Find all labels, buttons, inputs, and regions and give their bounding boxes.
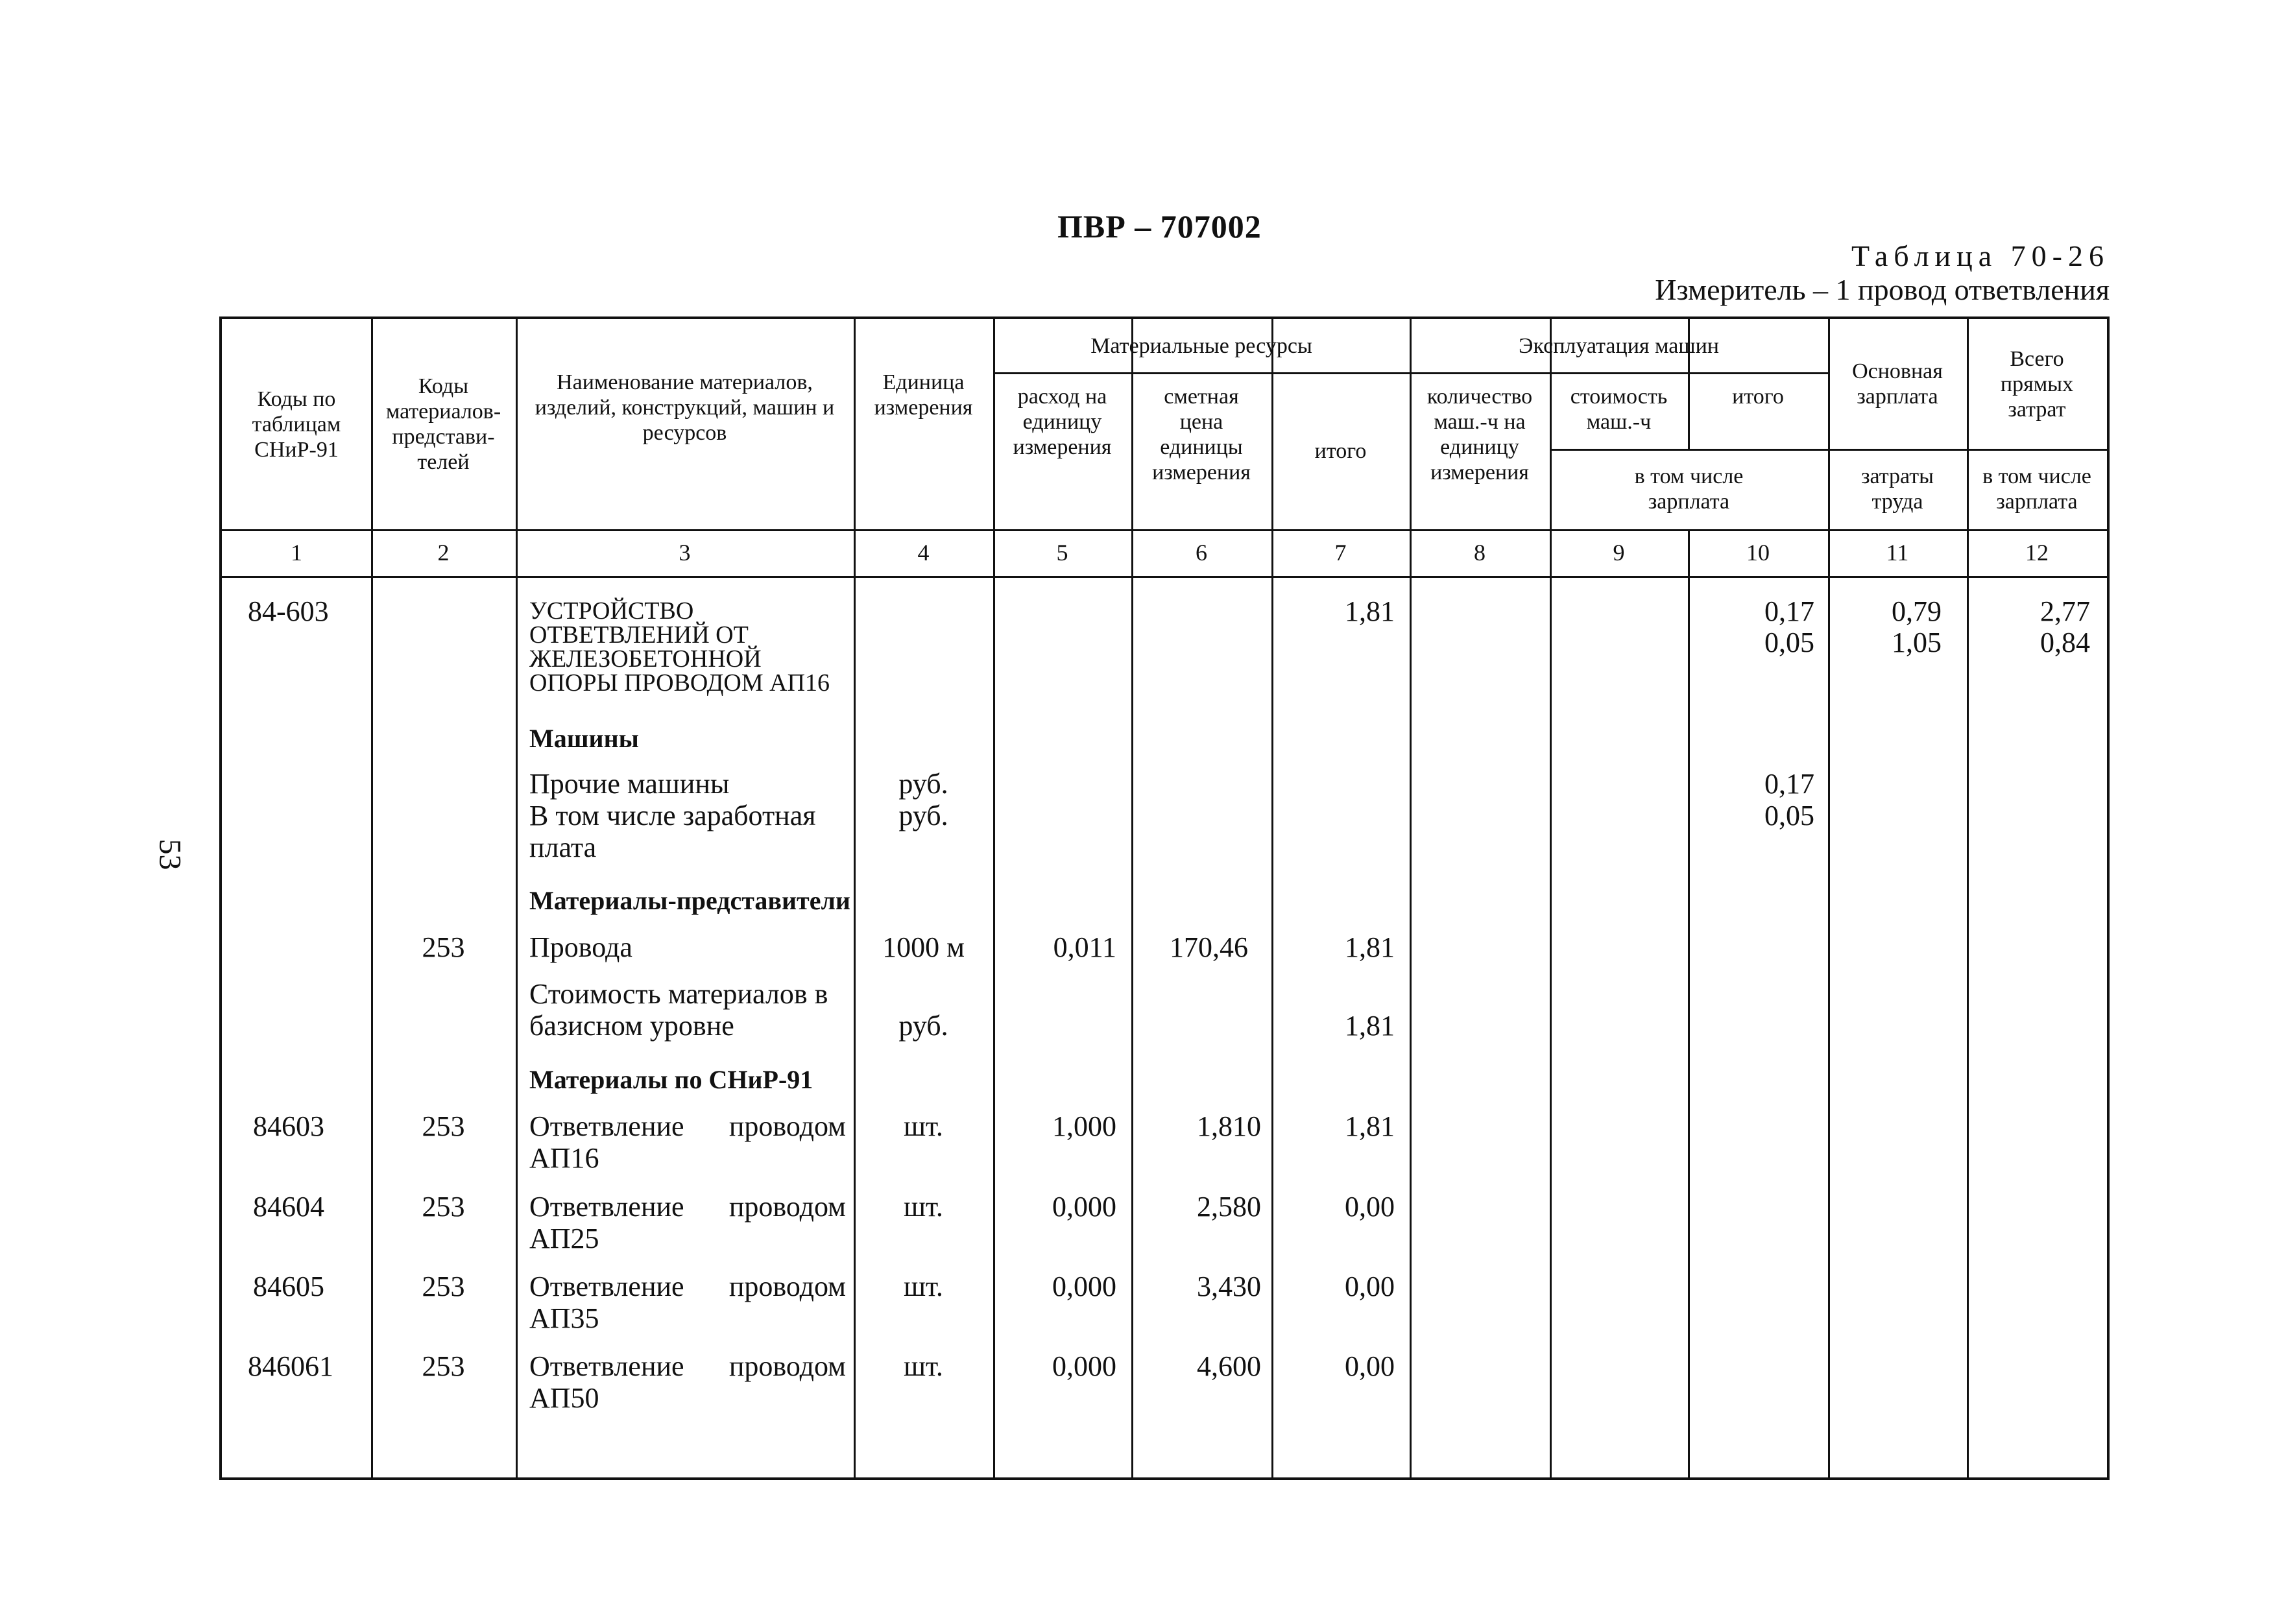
row-total: 0,00: [1345, 1350, 1395, 1382]
main-direct-wage: 0,84: [2040, 627, 2090, 658]
column-number: 5: [1056, 539, 1068, 566]
column-number: 7: [1334, 539, 1347, 566]
header-direct-wage: в том числе зарплата: [1982, 464, 2091, 514]
row-unit: шт.: [904, 1350, 943, 1382]
row-rate: 0,000: [1052, 1271, 1116, 1302]
main-machine-total: 0,17: [1764, 595, 1814, 627]
row-total: 0,00: [1345, 1191, 1395, 1223]
row-unit: шт.: [904, 1191, 943, 1223]
page-number: 53: [152, 839, 187, 870]
row-name: [529, 1271, 846, 1303]
header-name: Наименование материалов, изделий, конструкций, машин и ресурсов: [535, 370, 835, 445]
main-name-line-1: УСТРОЙСТВО: [529, 597, 694, 625]
wires-rep-code: 253: [422, 931, 465, 963]
wires-unit: 1000 м: [882, 931, 965, 963]
column-number: 6: [1196, 539, 1207, 566]
column-number: 8: [1474, 539, 1486, 566]
row-name-word: проводом: [728, 1110, 846, 1142]
header-unit-price: сметная цена единицы измерения: [1152, 385, 1251, 484]
column-number: 10: [1746, 539, 1770, 566]
row-name: [529, 1350, 846, 1383]
main-machine-wage: 0,05: [1764, 627, 1814, 658]
meter-caption: Измеритель – 1 провод ответвления: [1655, 273, 2110, 306]
row-unit: шт.: [904, 1271, 943, 1302]
row-name-word: Ответвление: [529, 1110, 684, 1142]
header-codes-snir: Коды по таблицам СНиР-91: [252, 387, 341, 462]
row-name: [529, 1191, 846, 1223]
row-price: 3,430: [1197, 1271, 1261, 1302]
row-name-cont: АП25: [529, 1223, 599, 1254]
main-direct-total: 2,77: [2040, 595, 2090, 627]
row-rate: 0,000: [1052, 1191, 1116, 1223]
row-name-cont: АП50: [529, 1382, 599, 1414]
main-material-total: 1,81: [1345, 595, 1395, 627]
header-material-total: итого: [1314, 438, 1367, 463]
row-rep-code: 253: [422, 1110, 465, 1142]
base-cost-unit: руб.: [898, 1010, 948, 1042]
main-name-line-3: ЖЕЛЕЗОБЕТОННОЙ: [529, 645, 762, 673]
row-rep-code: 253: [422, 1191, 465, 1223]
column-number: 2: [437, 539, 450, 566]
base-cost-total: 1,81: [1345, 1010, 1395, 1042]
row-code: 84605: [253, 1271, 324, 1302]
row-name-word: Ответвление: [529, 1191, 684, 1223]
column-number: 1: [291, 539, 302, 566]
wires-price: 170,46: [1170, 931, 1248, 963]
header-material-resources: Материальные ресурсы: [1090, 333, 1312, 358]
header-unit: Единица измерения: [874, 370, 973, 420]
table-label: Таблица 70-26: [1851, 239, 2110, 272]
other-machines-unit: руб.: [898, 768, 948, 800]
header-consumption: расход на единицу измерения: [1013, 385, 1112, 459]
machine-wage-total: 0,05: [1764, 800, 1814, 831]
header-labor-cost: затраты труда: [1861, 464, 1934, 514]
row-name-word: Ответвление: [529, 1350, 684, 1382]
header-machine-hours: количество маш.-ч на единицу измерения: [1426, 385, 1533, 484]
main-wage: 0,79: [1892, 595, 1942, 627]
column-number: 9: [1613, 539, 1625, 566]
row-total: 0,00: [1345, 1271, 1395, 1302]
row-price: 1,810: [1197, 1110, 1261, 1142]
row-name-word: проводом: [728, 1191, 846, 1223]
row-code: 84603: [253, 1110, 324, 1142]
main-name-line-4: ОПОРЫ ПРОВОДОМ АП16: [529, 669, 830, 697]
header-total-direct: Всего прямых затрат: [2000, 346, 2074, 422]
machine-wage-label-2: плата: [529, 831, 597, 863]
header-machine-wage: в том числе зарплата: [1634, 464, 1744, 514]
row-rep-code: 253: [422, 1350, 465, 1382]
header-machine-total: итого: [1732, 385, 1784, 409]
row-rate: 1,000: [1052, 1110, 1116, 1142]
machine-wage-unit: руб.: [898, 800, 948, 831]
row-code: 846061: [248, 1350, 333, 1382]
column-number: 3: [679, 539, 691, 566]
header-codes-representatives: Коды материалов-представи-телей: [385, 374, 501, 474]
estimate-table: [219, 316, 2110, 1480]
section-representatives: Материалы-представители: [529, 886, 850, 915]
header-machine-hour-cost: стоимость маш.-ч: [1570, 385, 1668, 434]
main-name-line-2: ОТВЕТВЛЕНИЙ ОТ: [529, 621, 749, 649]
document-title: ПВР – 707002: [1057, 208, 1262, 245]
section-machines: Машины: [529, 724, 639, 753]
wires-total: 1,81: [1345, 931, 1395, 963]
wires-rate: 0,011: [1053, 931, 1116, 963]
other-machines-total: 0,17: [1764, 768, 1814, 800]
row-price: 4,600: [1197, 1350, 1261, 1382]
row-price: 2,580: [1197, 1191, 1261, 1223]
row-name-cont: АП35: [529, 1302, 599, 1334]
base-cost-label-2: базисном уровне: [529, 1010, 734, 1042]
row-total: 1,81: [1345, 1110, 1395, 1142]
column-number: 4: [917, 539, 930, 566]
section-snir-materials: Материалы по СНиР-91: [529, 1065, 813, 1094]
row-name-word: проводом: [728, 1350, 846, 1382]
wires-label: Провода: [529, 931, 632, 963]
row-rep-code: 253: [422, 1271, 465, 1302]
other-machines-label: Прочие машины: [529, 768, 730, 800]
header-base-wage: Основная зарплата: [1852, 359, 1943, 409]
main-labor: 1,05: [1892, 627, 1942, 658]
header-machine-operation: Эксплуатация машин: [1519, 333, 1719, 358]
row-name: [529, 1110, 846, 1143]
main-code: 84-603: [248, 595, 329, 627]
machine-wage-label-1: В том числе заработная: [529, 800, 816, 831]
row-unit: шт.: [904, 1110, 943, 1142]
row-name-word: Ответвление: [529, 1271, 684, 1302]
base-cost-label-1: Стоимость материалов в: [529, 978, 828, 1010]
column-number: 12: [2025, 539, 2049, 566]
row-name-word: проводом: [728, 1271, 846, 1302]
column-number: 11: [1886, 539, 1909, 566]
row-name-cont: АП16: [529, 1142, 599, 1174]
row-rate: 0,000: [1052, 1350, 1116, 1382]
row-code: 84604: [253, 1191, 324, 1223]
